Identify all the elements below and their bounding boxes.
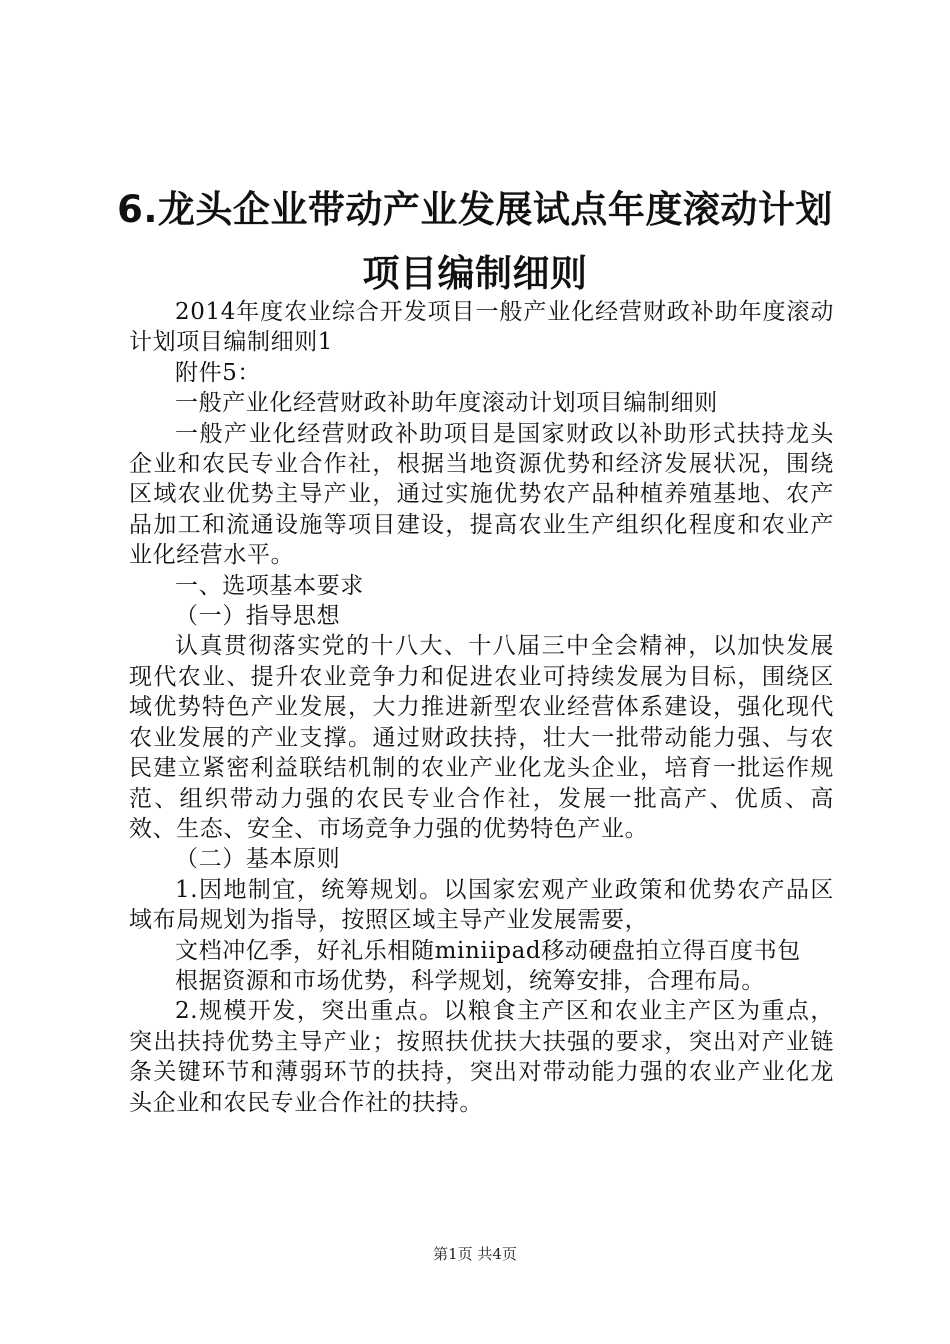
section-heading-1: 一、选项基本要求 xyxy=(175,572,364,599)
paragraph-guiding-thought: 认真贯彻落实党的十八大、十八届三中全会精神，以加快发展现代农业、提升农业竞争力和促进农业可持续发展为目标，围绕区域优势特色产业发展，大力推进新型农业经营体系建设，强化现代农业发展的产业支撑。通过财政扶持，壮大一批带动能力强、与农民建立紧密利益联结机制的农业产业化龙头企业，培育一批运作规范、组织带动力强的农民专业合作社，发展一批高产、优质、高效、生态、安全、市场竞争力强的优势特色产业。 xyxy=(129,633,834,842)
paragraph-intro: 一般产业化经营财政补助项目是国家财政以补助形式扶持龙头企业和农民专业合作社，根据当地资源优势和经济发展状况，围绕区域农业优势主导产业，通过实施优势农产品种植养殖基地、农产品加工和流通设施等项目建设，提高农业生产组织化程度和农业产业化经营水平。 xyxy=(129,420,834,569)
paragraph-principle-2: 2.规模开发，突出重点。以粮食主产区和农业主产区为重点，突出扶持优势主导产业；按照扶优扶大扶强的要求，突出对产业链条关键环节和薄弱环节的扶持，突出对带动能力强的农业产业化龙头企业和农民专业合作社的扶持。 xyxy=(129,998,834,1116)
subsection-heading-1: （一）指导思想 xyxy=(175,603,341,630)
page-footer: 第1页 共4页 xyxy=(433,1245,517,1263)
paragraph-inserted-ad: 文档冲亿季，好礼乐相随miniipad移动硬盘拍立得百度书包 xyxy=(175,937,801,964)
document-body xyxy=(129,297,834,1118)
paragraph-heading-line: 2014年度农业综合开发项目一般产业化经营财政补助年度滚动计划项目编制细则1 xyxy=(129,299,834,356)
paragraph-attachment-label: 附件5： xyxy=(175,359,262,386)
document-title: 6.龙头企业带动产业发展试点年度滚动计划项目编制细则 xyxy=(117,188,833,295)
paragraph-subtitle: 一般产业化经营财政补助年度滚动计划项目编制细则 xyxy=(175,390,718,417)
subsection-heading-2: （二）基本原则 xyxy=(175,846,341,873)
paragraph-principle-1-cont: 根据资源和市场优势，科学规划，统筹安排，合理布局。 xyxy=(175,967,765,994)
paragraph-principle-1: 1.因地制宜，统筹规划。以国家宏观产业政策和优势农产品区域布局规划为指导，按照区域主导产业发展需要， xyxy=(129,876,834,934)
